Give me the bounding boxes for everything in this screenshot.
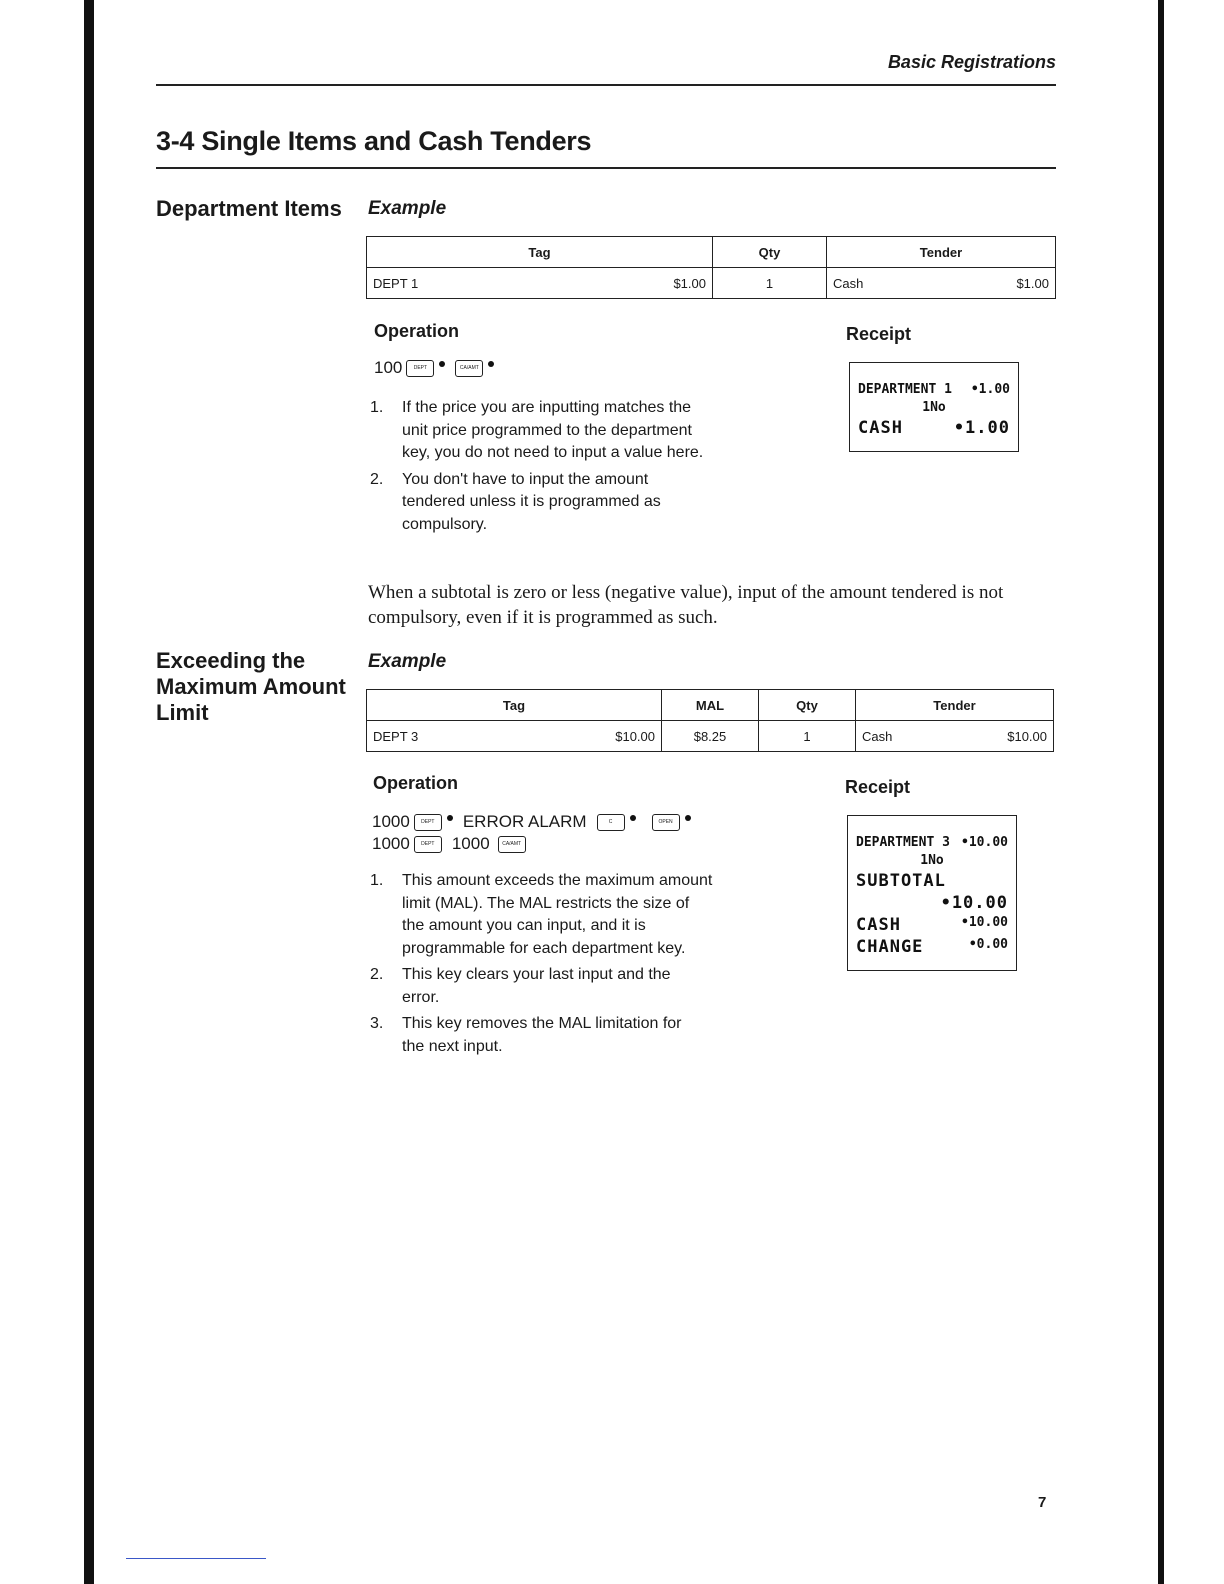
receipt-cash-label: CASH [858,418,903,438]
mal-operation-line-1 [372,812,697,832]
mal-receipt-label: Receipt [845,777,911,797]
receipt-line [850,381,1018,399]
dept-3-key-icon: DEPT [414,836,442,853]
receipt-dept-label: DEPARTMENT 1 [858,382,952,397]
table-row [367,721,1054,752]
mal-example-table [366,689,1054,752]
cash-amt-tend-key-icon: CA/AMT [498,836,526,853]
section-title: 3-4 Single Items and Cash Tenders [156,126,592,156]
table-header-row [367,690,1054,721]
cell-qty: 1 [713,268,827,299]
receipt-line [850,417,1018,439]
receipt-line [848,914,1016,936]
note-text: You don't have to input the amount tendered unless it is programmed as compulsory. [402,470,661,533]
receipt-line [848,870,1016,892]
receipt-subtotal-label: SUBTOTAL [856,871,946,891]
col-header-tender: Tender [856,690,1054,721]
mal-heading: Exceeding the Maximum Amount Limit [156,648,346,725]
dept-example-table [366,236,1056,299]
mal-operation-line-2 [372,834,526,854]
tender-type: Cash [833,275,864,291]
mal-notes-list [370,870,715,1062]
mal-operation-label: Operation [373,773,459,793]
running-head: Basic Registrations [887,52,1056,72]
col-header-qty: Qty [759,690,856,721]
op-amount: 1000 [372,834,410,853]
tag-amount: $1.00 [673,275,706,291]
note-text: This amount exceeds the maximum amount limit (MAL). The MAL restricts the size of the amount you can input, and it is programmable for each department key. [402,872,713,957]
footer-rule [126,1558,266,1559]
cash-amt-tend-key-icon: CA/AMT [455,360,483,377]
tag-amount: $10.00 [615,728,655,744]
note-marker-3 [685,815,691,821]
tender-type: Cash [862,728,893,744]
receipt-line [848,936,1016,958]
list-item [370,397,720,465]
tag-name: DEPT 3 [373,728,419,744]
op-amount: 1000 [372,812,410,831]
note-number: 3. [370,1015,384,1032]
op-error-alarm: ERROR ALARM [462,812,587,831]
receipt-cash-value: •1.00 [953,418,1010,438]
dept-notes-list [370,397,720,540]
cell-tender [827,268,1056,299]
receipt-dept-value: •1.00 [970,382,1010,397]
receipt-qty: 1No [920,853,944,868]
section-rule [156,167,1056,169]
col-header-tag: Tag [367,690,662,721]
receipt-dept-label: DEPARTMENT 3 [856,835,950,850]
header-rule [156,84,1056,86]
dept-1-key-icon: DEPT [406,360,434,377]
tender-amount: $1.00 [1016,275,1049,291]
op-amount: 1000 [451,834,490,853]
op-amount: 100 [374,358,403,377]
receipt-line [850,399,1018,417]
note-number: 1. [370,872,384,889]
cell-tender [856,721,1054,752]
note-marker-2 [630,815,636,821]
note-marker-1 [439,361,445,367]
list-item [370,1013,715,1058]
note-number: 2. [370,966,384,983]
list-item [370,964,715,1009]
cell-tag [367,268,713,299]
page-number: 7 [1038,1494,1047,1511]
list-item [370,870,715,960]
tender-amount: $10.00 [1007,728,1047,744]
table-row [367,268,1056,299]
dept-operation-label: Operation [374,321,460,341]
tag-name: DEPT 1 [373,275,419,291]
dept-receipt-label: Receipt [846,324,912,344]
note-text: This key clears your last input and the error. [402,966,671,1006]
clear-key-icon: C [597,814,625,831]
dept-receipt [849,362,1019,452]
receipt-subtotal-value: •10.00 [940,893,1008,913]
page-binding-edge [84,0,94,1584]
note-marker-2 [488,361,494,367]
col-header-tender: Tender [827,237,1056,268]
receipt-qty: 1No [922,400,946,415]
note-number: 1. [370,399,384,416]
note-text: If the price you are inputting matches the unit price programmed to the department key, you do not need to input a value here. [402,399,704,461]
page-right-edge [1158,0,1164,1584]
dept-3-key-icon: DEPT [414,814,442,831]
note-number: 2. [370,470,384,488]
receipt-line [848,852,1016,870]
dept-paragraph: When a subtotal is zero or less (negative value), input of the amount tendered is not compulsory, even if it is programmed as such. [368,582,1004,628]
receipt-change-value: •0.00 [968,937,1008,952]
receipt-cash-value: •10.00 [961,915,1008,930]
cell-mal: $8.25 [662,721,759,752]
receipt-change-label: CHANGE [856,937,924,957]
mal-receipt [847,815,1017,971]
receipt-line [848,834,1016,852]
dept-operation-sequence [374,358,500,378]
table-header-row [367,237,1056,268]
receipt-dept-value: •10.00 [961,835,1008,850]
note-text: This key removes the MAL limitation for the next input. [402,1015,682,1055]
receipt-line [848,892,1016,914]
open-key-icon: OPEN [652,814,680,831]
col-header-qty: Qty [713,237,827,268]
mal-example-label: Example [368,651,447,672]
list-item [370,469,720,537]
col-header-tag: Tag [367,237,713,268]
department-items-heading: Department Items [156,196,342,221]
note-marker-1 [447,815,453,821]
col-header-mal: MAL [662,690,759,721]
receipt-cash-label: CASH [856,915,901,935]
dept-example-label: Example [368,198,447,219]
cell-tag [367,721,662,752]
cell-qty: 1 [759,721,856,752]
